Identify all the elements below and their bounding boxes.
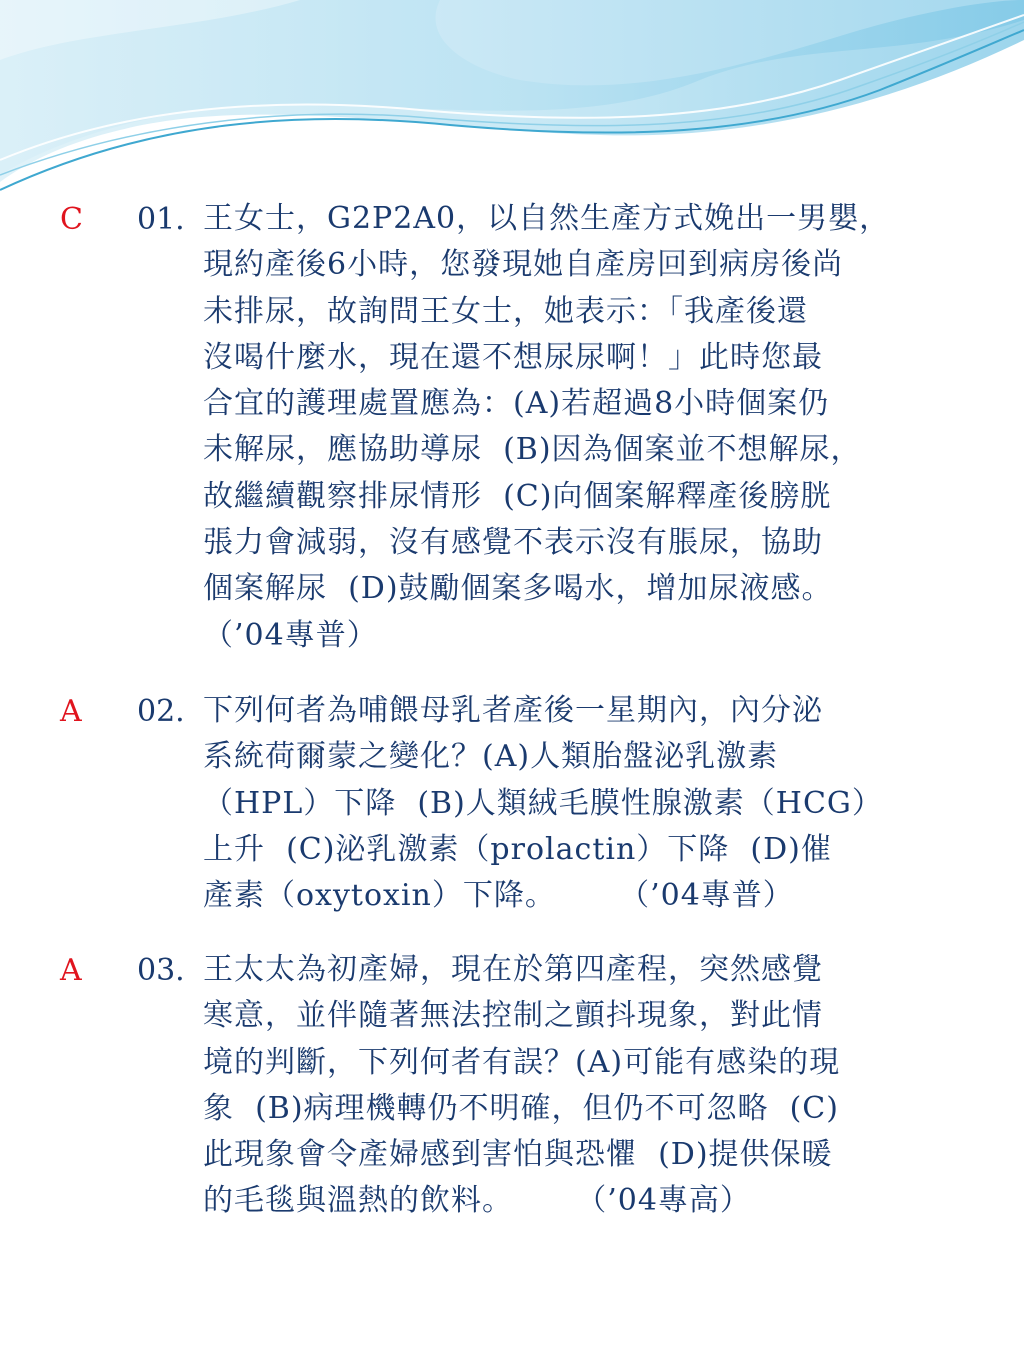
question-number: 02. bbox=[137, 694, 185, 729]
answer-label: A bbox=[60, 694, 82, 729]
question-number: 03. bbox=[137, 953, 185, 988]
question-text: 王太太為初產婦，現在於第四產程，突然感覺 寒意，並伴隨著無法控制之顫抖現象，對此情 境的判斷，下列何者有誤？(A)可能有感染的現 象 (B)病理機轉仍不明確，但仍不可忽略 (C) 此現象會令產婦感到害怕與恐懼 (D)提供保暖 的毛毯與溫熱的飲料。 （’04專高） bbox=[203, 952, 841, 1219]
question-number: 01. bbox=[137, 202, 185, 237]
question-text: 王女士，G2P2A0，以自然生產方式娩出一男嬰， 現約產後6小時，您發現她自產房回到病房後尚 未排尿，故詢問王女士，她表示：「我產後還 沒喝什麼水，現在還不想尿尿啊！」此時您最 合宜的護理處置應為：(A)若超過8小時個案仍 未解尿，應協助導尿 (B)因為個案並不想解尿， 故繼續觀察排尿情形 (C)向個案解釋產後膀胱 張力會減弱，沒有感覺不表示沒有脹尿，協助 個案解尿 (D)鼓勵個案多喝水，增加尿液感。 （’04專普） bbox=[203, 201, 891, 653]
question-text: 下列何者為哺餵母乳者產後一星期內，內分泌 系統荷爾蒙之變化？(A)人類胎盤泌乳激素 （HPL）下降 (B)人類絨毛膜性腺激素（HCG） 上升 (C)泌乳激素（prolactin）下降 (D)催 產素（oxytoxin）下降。 （’04專普） bbox=[203, 693, 883, 914]
header-wave-decoration bbox=[0, 0, 1024, 200]
answer-label: C bbox=[60, 202, 83, 237]
answer-label: A bbox=[60, 953, 82, 988]
